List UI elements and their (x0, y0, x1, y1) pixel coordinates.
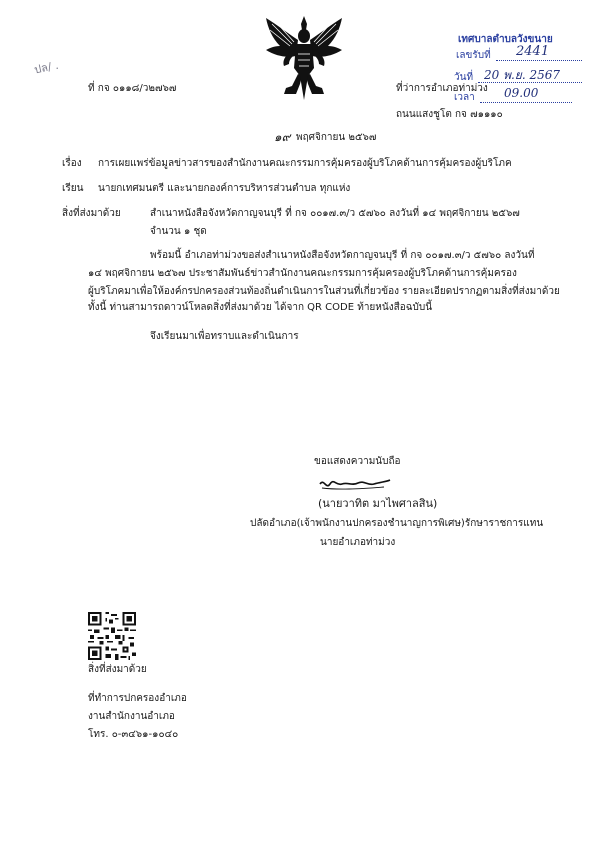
garuda-emblem-icon (262, 14, 346, 102)
qr-caption: สิ่งที่ส่งมาด้วย (88, 664, 147, 675)
qr-code-icon[interactable] (88, 612, 136, 660)
stamp-date-label: วันที่ (454, 72, 474, 83)
footer-section: งานสำนักงานอำเภอ (88, 711, 175, 722)
stamp-date-value: 20 พ.ย. 2567 (484, 68, 561, 82)
handwritten-margin-note: ปล/ . (33, 58, 60, 77)
signer-position-line1: ปลัดอำเภอ(เจ้าพนักงานปกครองชำนาญการพิเศษ)รักษาราชการแทน (250, 518, 544, 529)
signature-scribble (318, 474, 392, 494)
letter-date: พฤศจิกายน ๒๕๖๗ (296, 132, 377, 143)
office-address-line1: ที่ว่าการอำเภอท่าม่วง (396, 83, 488, 94)
closing-salutation: ขอแสดงความนับถือ (314, 456, 401, 467)
body-para1-line1: พร้อมนี้ อำเภอท่าม่วงขอส่งสำเนาหนังสือจังหวัดกาญจนบุรี ที่ กจ ๐๐๑๗.๓/ว ๕๗๖๐ ลงวันที่ (150, 250, 535, 261)
body-para2: จึงเรียนมาเพื่อทราบและดำเนินการ (150, 331, 299, 342)
enclosure-line1: สำเนาหนังสือจังหวัดกาญจนบุรี ที่ กจ ๐๐๑๗.๓/ว ๕๗๖๐ ลงวันที่ ๑๔ พฤศจิกายน ๒๕๖๗ (150, 208, 520, 219)
stamp-number-label: เลขรับที่ (456, 50, 491, 61)
signer-position-line2: นายอำเภอท่าม่วง (320, 537, 396, 548)
stamp-number-value: 2441 (516, 44, 550, 59)
reference-number: ที่ กจ ๐๑๑๘/ว๒๗๖๗ (88, 83, 177, 94)
footer-department: ที่ทำการปกครองอำเภอ (88, 693, 187, 704)
body-para1-line3: ผู้บริโภคมาเพื่อให้องค์กรปกครองส่วนท้องถิ่นดำเนินการในส่วนที่เกี่ยวข้อง รายละเอียดปรากฏตามสิ่งที่ส่งมาด้วย (88, 286, 560, 297)
footer-telephone: โทร. ๐-๓๔๖๑-๑๐๔๐ (88, 729, 179, 740)
signer-name: (นายวาทิต มาไพศาลสิน) (318, 497, 438, 510)
stamp-time-value: 09.00 (504, 86, 539, 100)
salutation-text: นายกเทศมนตรี และนายกองค์การบริหารส่วนตำบล ทุกแห่ง (98, 183, 351, 194)
enclosure-line2: จำนวน ๑ ชุด (150, 226, 207, 237)
stamp-time-label: เวลา (454, 92, 475, 103)
receipt-stamp (450, 32, 586, 110)
salutation-label: เรียน (62, 183, 84, 194)
body-para1-line2: ๑๔ พฤศจิกายน ๒๕๖๗ ประชาสัมพันธ์ข่าวสำนักงานคณะกรรมการคุ้มครองผู้บริโภคด้านการคุ้มครอง (88, 268, 517, 279)
letter-date-day: ๑๙ (274, 130, 291, 144)
stamp-org: เทศบาลตำบลวังขนาย (458, 34, 553, 45)
office-address-line2: ถนนแสงชูโต กจ ๗๑๑๑๐ (396, 109, 503, 120)
body-para1-line4: ทั้งนี้ ท่านสามารถดาวน์โหลดสิ่งที่ส่งมาด้วย ได้จาก QR CODE ท้ายหนังสือฉบับนี้ (88, 302, 433, 313)
subject-text: การเผยแพร่ข้อมูลข่าวสารของสำนักงานคณะกรรมการคุ้มครองผู้บริโภคด้านการคุ้มครองผู้บริโภค (98, 158, 512, 169)
subject-label: เรื่อง (62, 158, 82, 169)
enclosure-label: สิ่งที่ส่งมาด้วย (62, 208, 121, 219)
